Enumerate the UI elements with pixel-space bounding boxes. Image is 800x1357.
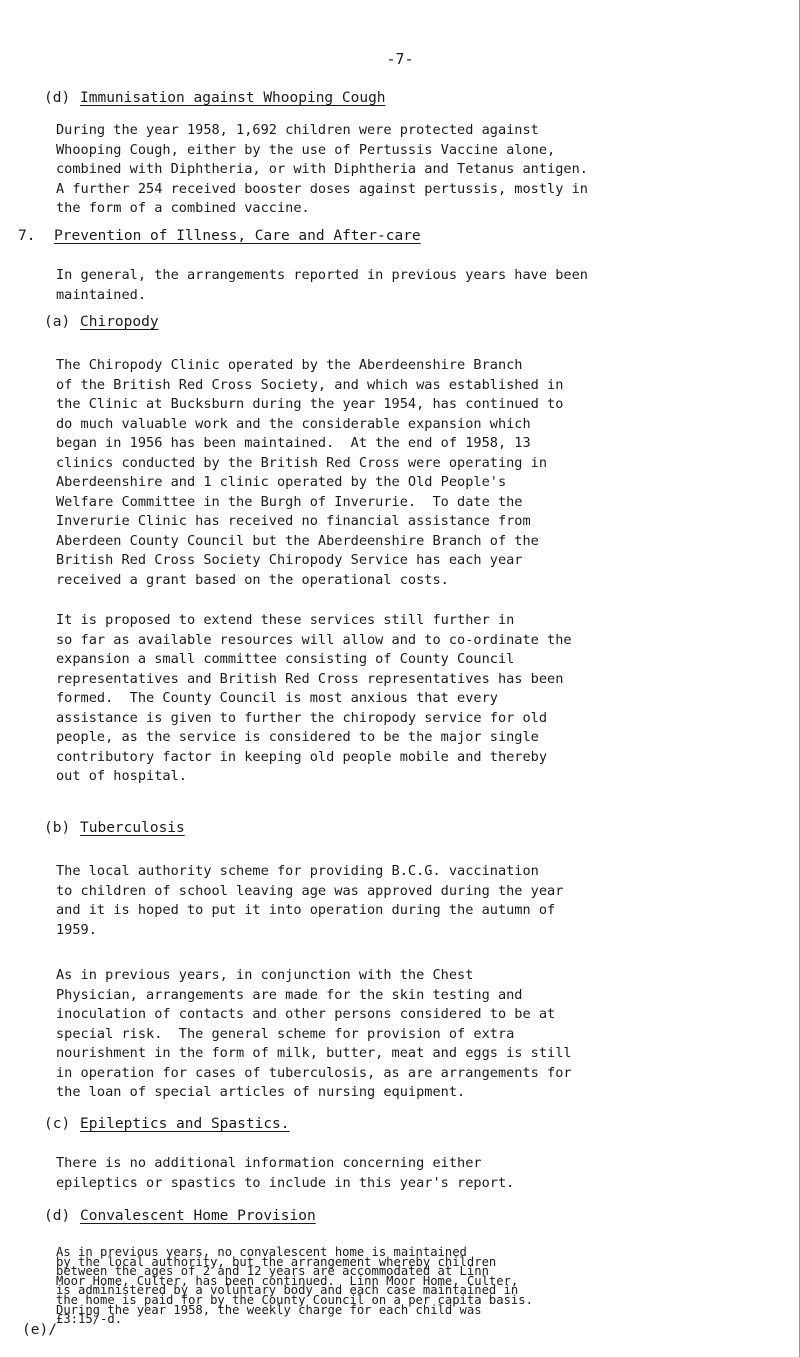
section-heading-whooping-cough [44,90,386,106]
section-label: (d) [44,90,71,106]
section-title: Chiropody [80,314,159,330]
section-label: 7. [18,228,36,244]
section-label: (a) [44,314,71,330]
section-title: Convalescent Home Provision [80,1208,316,1224]
section-label: (d) [44,1208,71,1224]
section-heading-chiropody [44,314,159,330]
paragraph-whooping-cough: During the year 1958, 1,692 children were protected against Whooping Cough, either by the use of Pertussis Vaccine alone, combined with Diphtheria, or with Diphtheria and Tetanus antigen. A further 254 received booster doses against pertussis, mostly in the form of a combined vaccine. [56,122,588,216]
paragraph-tuberculosis-2: As in previous years, in conjunction with the Chest Physician, arrangements are made for the skin testing and inoculation of contacts and other persons considered to be at special risk. The general scheme for provision of extra nourishment in the form of milk, butter, meat and eggs is still in operation for cases of tuberculosis, as are arrangements for the loan of special articles of nursing equipment. [56,967,572,1100]
page-number: -7- [386,50,414,68]
section-heading-tuberculosis [44,820,185,836]
paragraph-chiropody-2: It is proposed to extend these services still further in so far as available resources will allow and to co-ordinate the expansion a small committee consisting of County Council representatives and British Red Cross representatives has been formed. The County Council is most anxious that every assistance is given to further the chiropody service for old people, as the service is considered to be the major single contributory factor in keeping old people mobile and thereby out of hospital. [56,612,572,784]
section-label: (b) [44,820,71,836]
section-heading-prevention [18,228,421,244]
section-heading-epileptics [44,1116,290,1132]
paragraph-prevention: In general, the arrangements reported in previous years have been maintained. [56,267,588,303]
section-title: Prevention of Illness, Care and After-care [54,228,421,244]
paragraph-tuberculosis-1: The local authority scheme for providing B.C.G. vaccination to children of school leaving age was approved during the year and it is hoped to put it into operation during the autumn of 1959. [56,863,564,938]
section-heading-convalescent [44,1208,316,1224]
section-title: Immunisation against Whooping Cough [80,90,386,106]
continuation-footer: (e)/ [22,1322,57,1338]
section-label: (c) [44,1116,71,1132]
paragraph-epileptics: There is no additional information concerning either epileptics or spastics to include in this year's report. [56,1155,515,1191]
section-title: Epileptics and Spastics. [80,1116,290,1132]
paragraph-chiropody-1: The Chiropody Clinic operated by the Aberdeenshire Branch of the British Red Cross Society, and which was established in the Clinic at Bucksburn during the year 1954, has continued to do much valuable work and the considerable expansion which began in 1956 has been maintained. At the end of 1958, 13 clinics conducted by the British Red Cross were operating in Aberdeenshire and 1 clinic operated by the Old People's Welfare Committee in the Burgh of Inverurie. To date the Inverurie Clinic has received no financial assistance from Aberdeen County Council but the Aberdeenshire Branch of the British Red Cross Society Chiropody Service has each year received a grant based on the operational costs. [56,357,564,588]
section-title: Tuberculosis [80,820,185,836]
paragraph-convalescent: As in previous years, no convalescent home is maintained by the local authority, but the arrangement whereby children between the ages of 2 and 12 years are accommodated at Linn Moor Home, Culter, has been continued. Linn Moor Home, Culter, is administered by a voluntary body and each case maintained in the home is paid for by the County Council on a per capita basis. During the year 1958, the weekly charge for each child was £3:15/-d. [56,1245,533,1327]
